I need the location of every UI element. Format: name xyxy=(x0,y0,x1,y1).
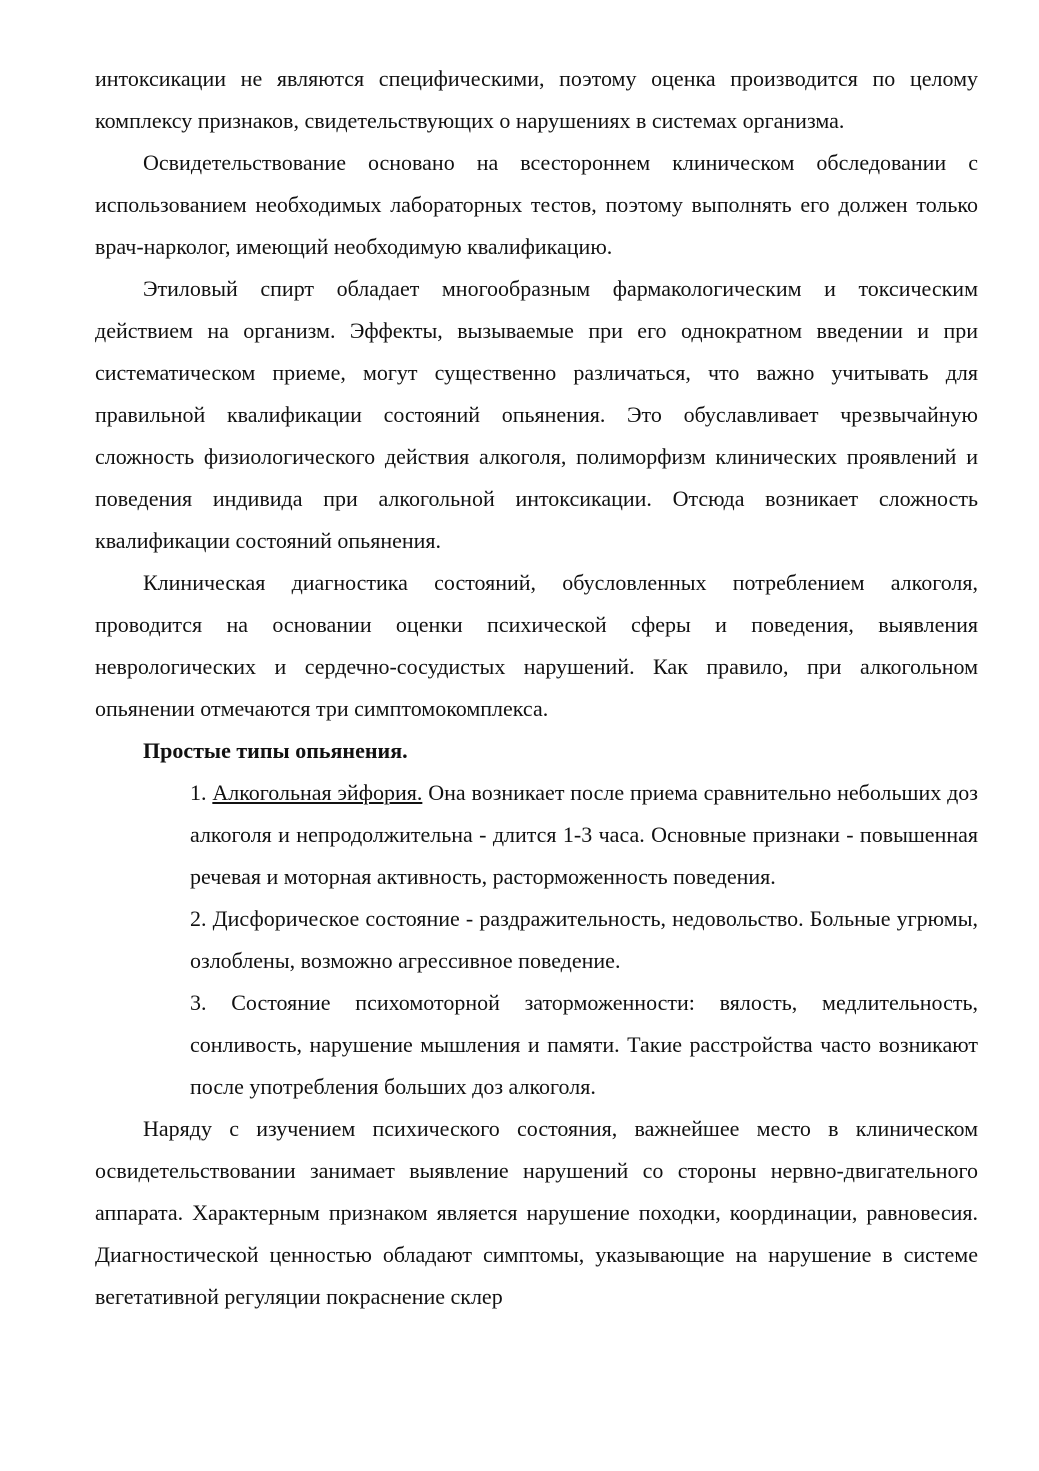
list-item-euphoria xyxy=(190,772,978,898)
section-heading: Простые типы опьянения. xyxy=(143,738,408,763)
list-item-dysphoric: 2. Дисфорическое состояние - раздражительность, недовольство. Больные угрюмы, озлоблены, возможно агрессивное поведение. xyxy=(190,906,978,973)
list-item-number: 1. xyxy=(190,780,207,805)
list-item-psychomotor: 3. Состояние психомоторной заторможенности: вялость, медлительность, сонливость, нарушение мышления и памяти. Такие расстройства часто возникают после употребления больших доз алкоголя. xyxy=(190,990,978,1099)
paragraph-intoxication: интоксикации не являются специфическими, поэтому оценка производится по целому комплексу признаков, свидетельствующих о нарушениях в системах организма. xyxy=(95,66,978,133)
paragraph-ethanol: Этиловый спирт обладает многообразным фармакологическим и токсическим действием на организм. Эффекты, вызываемые при его однократном введении и при систематическом приеме, могут существенно различаться, что важно учитывать для правильной квалификации состояний опьянения. Это обуславливает чрезвычайную сложность физиологического действия алкоголя, полиморфизм клинических проявлений и поведения индивида при алкогольной интоксикации. Отсюда возникает сложность квалификации состояний опьянения. xyxy=(95,276,978,553)
paragraph-examination: Освидетельствование основано на всестороннем клиническом обследовании с использованием необходимых лабораторных тестов, поэтому выполнять его должен только врач-нарколог, имеющий необходимую квалификацию. xyxy=(95,150,978,259)
document-page xyxy=(95,58,978,1318)
paragraph-diagnostics: Клиническая диагностика состояний, обусловленных потреблением алкоголя, проводится на основании оценки психической сферы и поведения, выявления неврологических и сердечно-сосудистых нарушений. Как правило, при алкогольном опьянении отмечаются три симптомокомплекса. xyxy=(95,570,978,721)
paragraph-neuromotor: Наряду с изучением психического состояния, важнейшее место в клиническом освидетельствовании занимает выявление нарушений со стороны нервно-двигательного аппарата. Характерным признаком является нарушение походки, координации, равновесия. Диагностической ценностью обладают симптомы, указывающие на нарушение в системе вегетативной регуляции покраснение склер xyxy=(95,1116,978,1309)
list-item-text: Она возникает после приема сравнительно небольших доз алкоголя и непродолжительна - длится 1-3 часа. Основные признаки - повышенная речевая и моторная активность, расторможенность поведения. xyxy=(190,780,978,889)
intoxication-types-list xyxy=(190,772,978,1108)
list-item-term: Алкогольная эйфория. xyxy=(212,780,423,805)
